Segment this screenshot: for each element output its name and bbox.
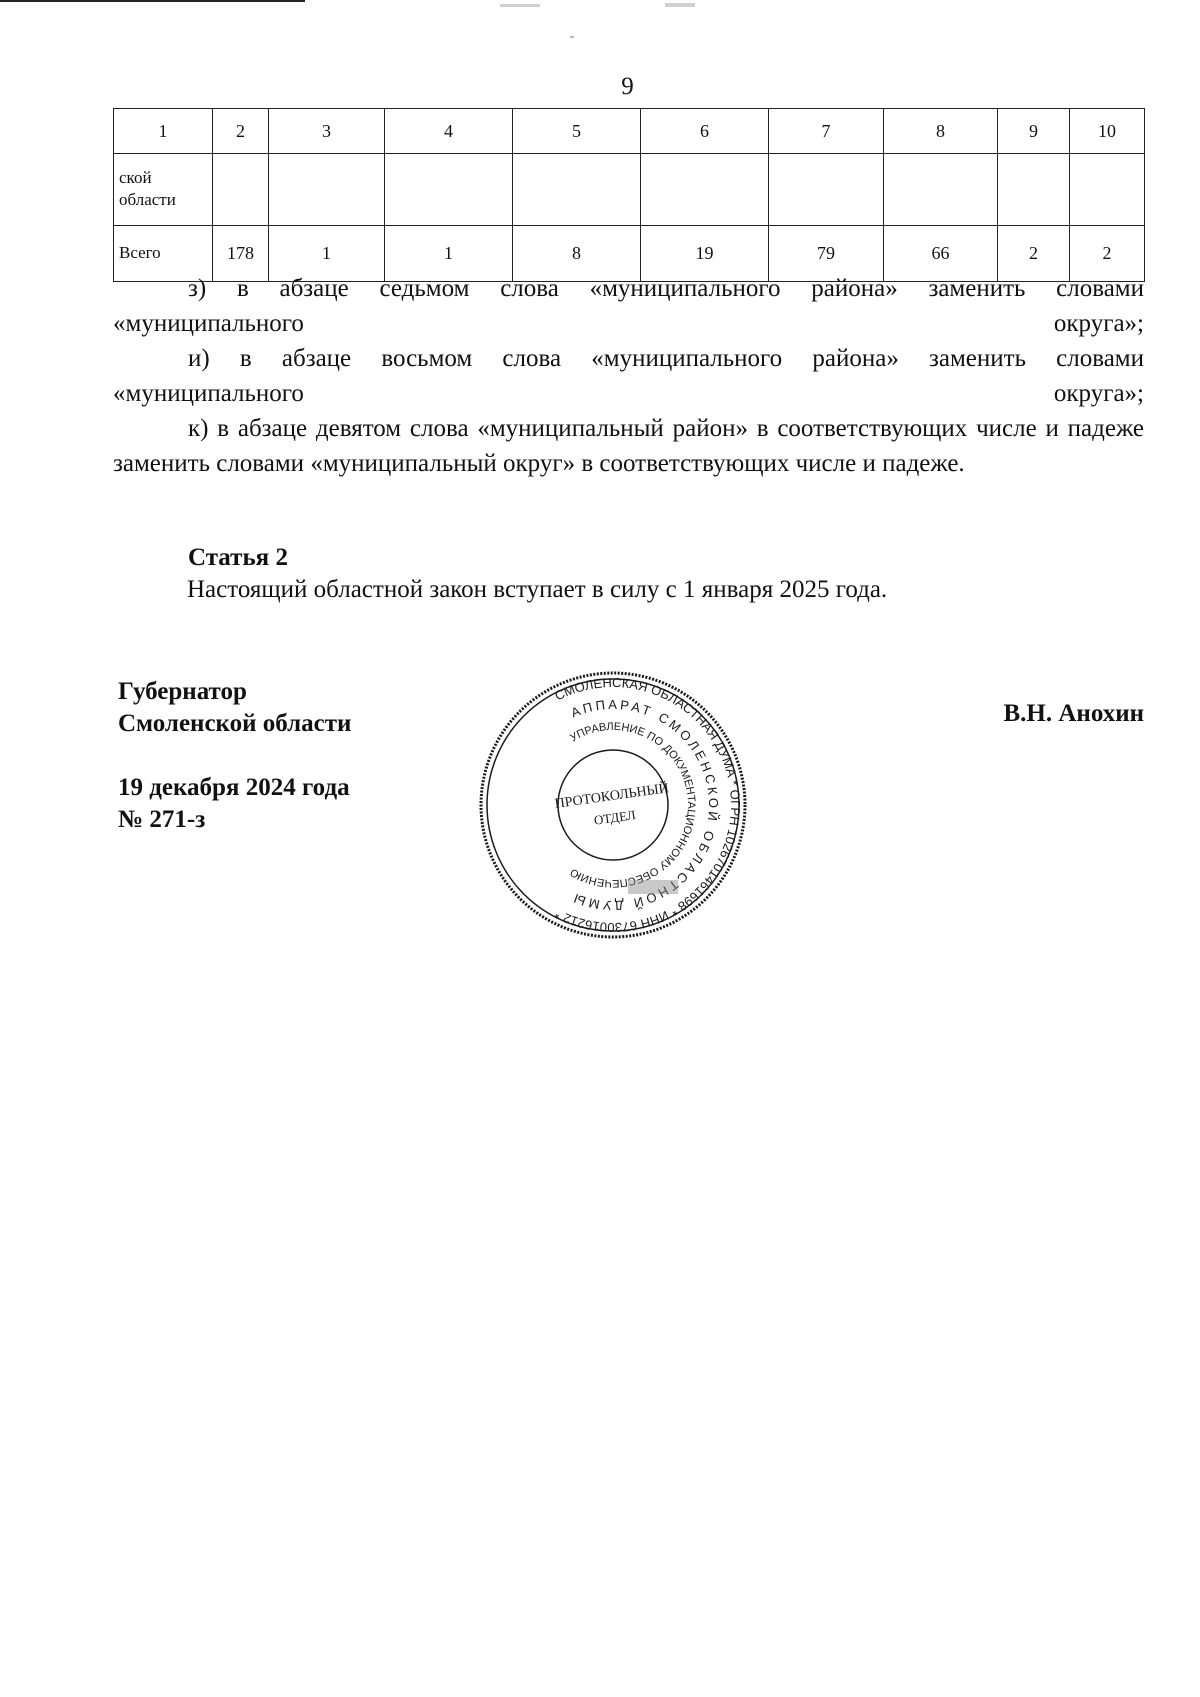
amendment-paragraphs [113,271,1144,481]
table-cell: 3 [269,109,385,154]
table-cell: 178 [213,225,269,281]
seal-inner-text: АППАРАТ СМОЛЕНСКОЙ ОБЛАСТНОЙ ДУМЫ [568,696,722,914]
scan-speck [665,3,695,7]
table-row [114,154,1145,225]
table-cell: 2 [213,109,269,154]
signatory-position [118,676,351,740]
table-cell [769,154,884,225]
table-cell: 8 [884,109,998,154]
table-cell: 4 [385,109,513,154]
article-text: Настоящий областной закон вступает в силу с 1 января 2025 года. [187,576,888,603]
seal-outer-text: СМОЛЕНСКАЯ ОБЛАСТНАЯ ДУМА * ОГРН 1026701461698 * ИНН 6730016212 * [552,674,744,936]
table-cell [213,154,269,225]
scan-edge-line [0,0,305,2]
official-seal-stamp [478,670,748,940]
table-cell [884,154,998,225]
table-cell: 10 [1070,109,1145,154]
paragraph-z: з) в абзаце седьмом слова «муниципального района» заменить словами «муниципального округа»; [113,275,1144,337]
law-date-number [118,772,350,836]
table-header-row [114,109,1145,154]
table-cell [998,154,1070,225]
table-cell: 6 [641,109,769,154]
table-cell [513,154,641,225]
seal-outer-ring [481,673,745,937]
table-cell: 79 [769,225,884,281]
table-cell [385,154,513,225]
law-number: № 271-з [118,806,206,833]
table-cell: 2 [1070,225,1145,281]
table-cell [269,154,385,225]
paragraph-k: к) в абзаце девятом слова «муниципальный район» в соответствующих числе и падеже заменить словами «муниципальный округ» в соответствующих числе и падеже. [113,415,1144,477]
signatory-name: В.Н. Анохин [1003,700,1144,727]
table-cell: 5 [513,109,641,154]
table-cell: 1 [385,225,513,281]
paragraph-i: и) в абзаце восьмом слова «муниципального района» заменить словами «муниципального округа»; [113,345,1144,407]
table-cell: 1 [269,225,385,281]
table-cell: 7 [769,109,884,154]
scan-speck [500,4,540,7]
scan-speck [570,36,574,38]
page-number: 9 [621,73,634,100]
position-line: Смоленской области [118,710,352,737]
law-date: 19 декабря 2024 года [118,774,350,801]
statistics-table [113,108,1145,282]
table-cell: 9 [998,109,1070,154]
table-cell: 2 [998,225,1070,281]
table-cell [1070,154,1145,225]
seal-ink-smudge [628,880,678,894]
table-cell [641,154,769,225]
table-cell: 19 [641,225,769,281]
seal-middle-text: УПРАВЛЕНИЕ ПО ДОКУМЕНТАЦИОННОМУ ОБЕСПЕЧЕНИЮ [568,720,698,890]
position-line: Губернатор [118,678,247,705]
table-cell: 66 [884,225,998,281]
seal-center-line: ПРОТОКОЛЬНЫЙ [553,781,670,813]
seal-center-line: ОТДЕЛ [592,807,637,828]
table-cell: 1 [114,109,213,154]
table-cell: ской области [114,154,213,225]
article-title: Статья 2 [188,544,288,571]
table-cell: Всего [114,225,213,281]
table-cell: 8 [513,225,641,281]
